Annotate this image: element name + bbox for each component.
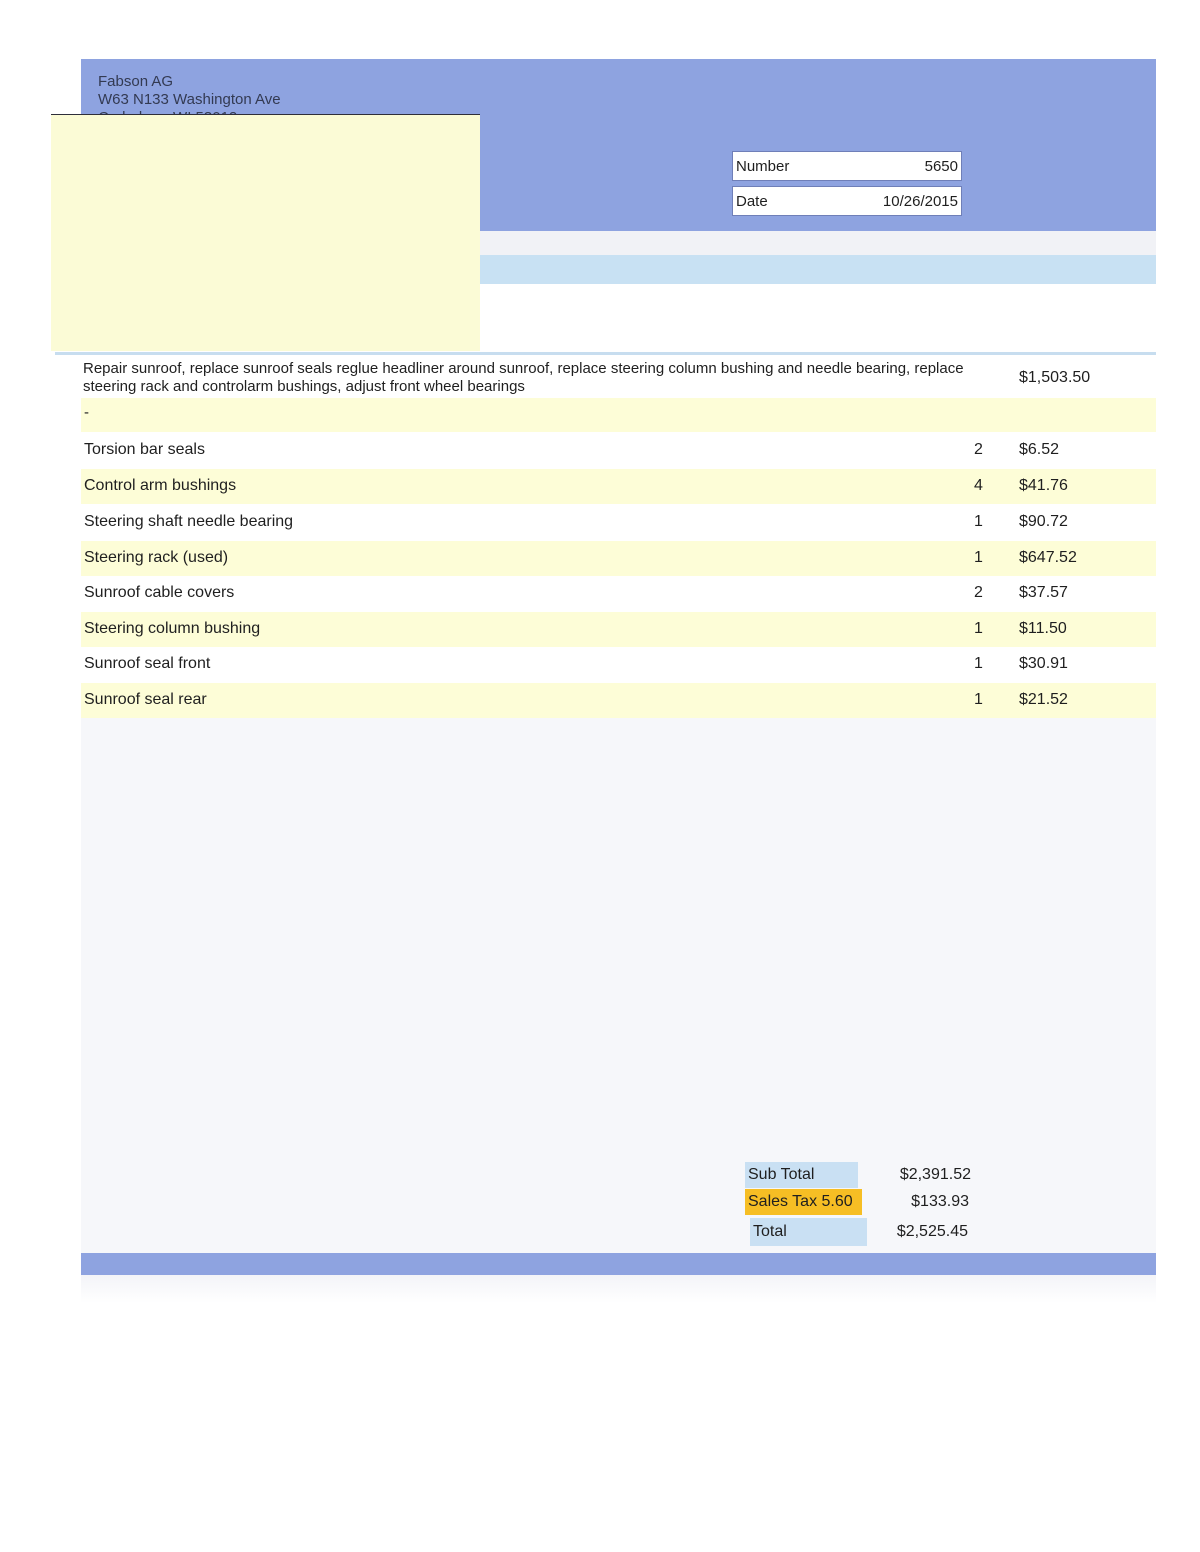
header-grey-strip [480,231,1156,255]
redaction-box [51,114,480,351]
item-qty: 1 [974,655,983,672]
footer-band [81,1253,1156,1275]
item-name: Control arm bushings [84,477,237,494]
invoice-date-value: 10/26/2015 [882,193,958,210]
item-price: $90.72 [1019,513,1068,530]
body-area [81,716,1156,1253]
invoice-date-label: Date [736,193,768,210]
item-qty: 1 [974,691,983,708]
invoice-number-box [732,151,962,181]
item-name: Sunroof seal front [84,655,211,672]
company-street: W63 N133 Washington Ave [98,91,281,108]
list-item [81,541,1156,576]
invoice-number-label: Number [736,158,790,175]
service-price: $1,503.50 [1019,369,1091,386]
item-price: $6.52 [1019,441,1060,458]
item-qty: 1 [974,620,983,637]
item-name: Steering column bushing [84,620,261,637]
sales-tax-value: $133.93 [911,1193,969,1210]
list-item [81,612,1156,647]
service-description: Repair sunroof, replace sunroof seals reglue headliner around sunroof, replace steering column bushing and needle bearing, replace steering rack and controlarm bushings, adjust front wheel bearings [83,360,964,395]
item-qty: 2 [974,584,983,601]
subtotal-value: $2,391.52 [899,1166,971,1183]
item-qty: 1 [974,549,983,566]
section-band [480,255,1156,284]
item-price: $21.52 [1019,691,1068,708]
item-price: $41.76 [1019,477,1068,494]
list-item [81,433,1156,468]
list-item [81,647,1156,682]
list-item [81,505,1156,540]
dash-row [81,398,1156,432]
total-value: $2,525.45 [896,1223,968,1240]
item-name: Steering rack (used) [84,549,229,566]
list-item [81,469,1156,504]
item-price: $37.57 [1019,584,1068,601]
invoice-date-box [732,186,962,216]
dash-text: - [84,404,89,421]
total-label: Total [750,1218,867,1246]
item-name: Sunroof seal rear [84,691,207,708]
sales-tax-label: Sales Tax 5.60 [745,1189,862,1215]
table-top-divider [55,352,1156,355]
item-qty: 2 [974,441,983,458]
invoice-number-value: 5650 [924,158,958,175]
company-name: Fabson AG [98,73,174,90]
item-qty: 4 [974,477,983,494]
item-name: Steering shaft needle bearing [84,513,294,530]
item-name: Torsion bar seals [84,441,205,458]
footer-shadow [81,1275,1156,1303]
list-item [81,683,1156,718]
item-qty: 1 [974,513,983,530]
item-name: Sunroof cable covers [84,584,235,601]
item-price: $647.52 [1019,549,1077,566]
list-item [81,576,1156,611]
item-price: $30.91 [1019,655,1068,672]
subtotal-label: Sub Total [745,1162,858,1188]
item-price: $11.50 [1019,620,1067,637]
